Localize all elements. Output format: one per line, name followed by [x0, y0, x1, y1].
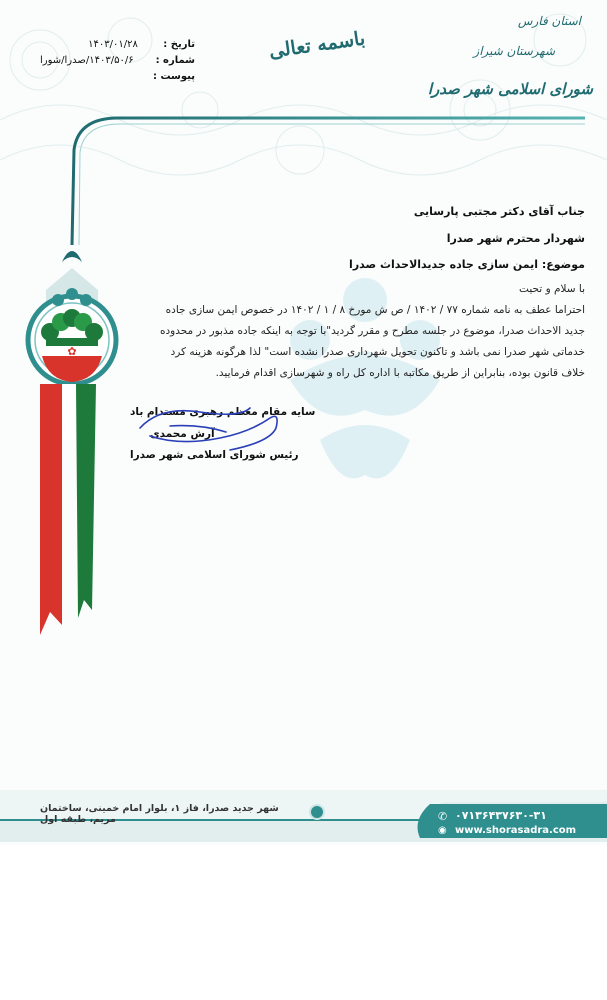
footer-address: شهر جدید صدرا، فاز ۱، بلوار امام خمینی، ساختمان مریم، طبقه اول — [40, 803, 279, 825]
date-value: ۱۴۰۳/۰۱/۲۸ — [88, 39, 138, 50]
recipient-name: جناب آقای دکتر مجتبی پارسایی — [413, 205, 585, 218]
letter-line-1: احتراما عطف به نامه شماره ۷۷ / ۱۴۰۲ / ص ش مورخ ۸ / ۱ / ۱۴۰۲ در خصوص ایمن سازی جاده — [165, 304, 585, 316]
attachment-label: پیوست : — [152, 71, 195, 82]
recipient-title: شهردار محترم شهر صدرا — [446, 232, 585, 245]
signature-motto: سایه مقام معظم رهبری مستدام باد — [130, 406, 316, 418]
location-pin-icon — [309, 804, 325, 820]
date-label: تاریخ : — [163, 39, 195, 50]
signature-name: آرش محمدی — [150, 428, 215, 440]
footer-website: www.shorasadra.com — [455, 825, 577, 836]
letter-line-4: خلاف قانون بوده، بنابراین از طریق مکاتبه با اداره کل راه و شهرسازی اقدام فرمایید. — [215, 367, 585, 379]
letter-subject: موضوع: ایمن سازی جاده جدیدالاحداث صدرا — [349, 258, 585, 271]
svg-text:✿: ✿ — [67, 345, 77, 358]
county-text: شهرستان شیراز — [473, 44, 555, 58]
red-ribbon — [40, 384, 62, 635]
green-ribbon — [76, 384, 96, 618]
handwritten-signature — [130, 398, 300, 458]
province-text: استان فارس — [517, 14, 581, 28]
emblem — [28, 268, 116, 384]
letter-line-3: خدماتی شهر صدرا نمی باشد و تاکنون تحویل شهرداری صدرا نشده است" لذا هرگونه هزینه کرد — [170, 346, 585, 358]
number-value: ۱۴۰۳/۵۰/۶/صدرا/شورا — [40, 55, 134, 66]
footer-phone: ۰۷۱۳۶۴۳۷۶۳۰-۳۱ — [455, 809, 547, 822]
footer-bar — [0, 790, 607, 842]
council-name: شورای اسلامی شهر صدرا — [427, 80, 593, 98]
signature-position: رئیس شورای اسلامی شهر صدرا — [130, 449, 299, 461]
letter-line-2: جدید الاحداث صدرا، موضوع در جلسه مطرح و مقرر گردید"با توجه به اینکه جاده مذبور در محدوده — [159, 325, 585, 337]
number-label: شماره : — [155, 55, 195, 66]
invocation-calligraphy: باسمه تعالی — [267, 27, 367, 63]
phone-icon: ✆ — [438, 810, 448, 823]
globe-icon: ◉ — [438, 825, 447, 836]
letter-greeting: با سلام و تحیت — [519, 283, 585, 295]
